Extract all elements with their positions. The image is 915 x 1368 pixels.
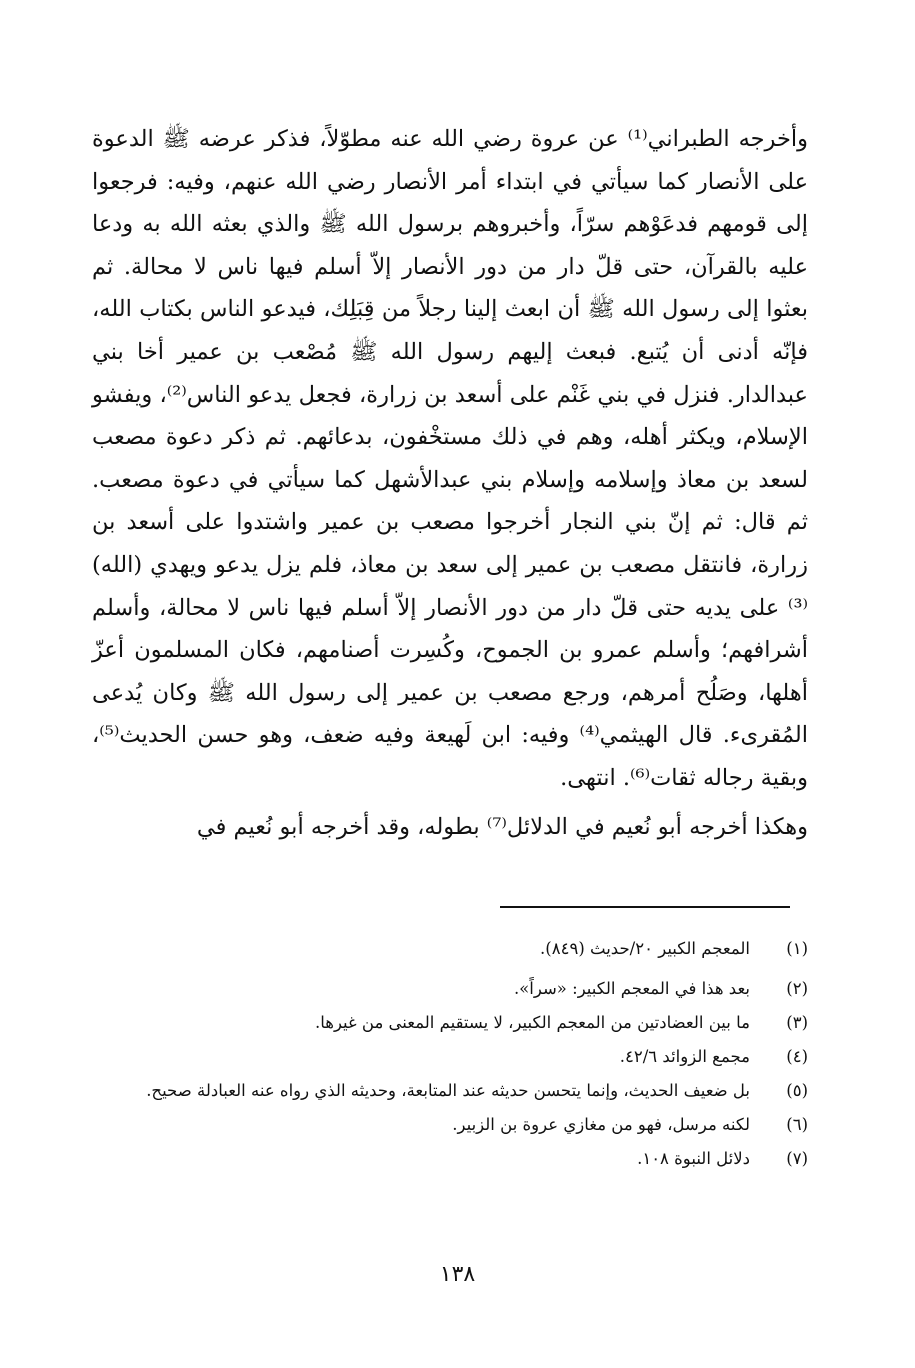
footnote-number: (٣) (786, 1013, 808, 1032)
footnote-number: (٢) (786, 979, 808, 998)
footnote-number: (٤) (786, 1047, 808, 1066)
footnote-number: (٥) (786, 1081, 808, 1100)
main-text (92, 118, 808, 848)
footnote-number: (١) (786, 939, 808, 958)
paragraph: وأخرجه الطبراني⁽¹⁾ عن عروة رضي الله عنه مطوّلاً، فذكر عرضه ﷺ الدعوة على الأنصار كما سيأتي في ابتداء أمر الأنصار رضي الله عنهم، وفيه: فرجعوا إلى قومهم فدعَوْهم سرّاً، وأخبروهم برسول الله ﷺ والذي بعثه الله به ودعا عليه بالقرآن، حتى قلّ دار من دور الأنصار إلاّ أسلم فيها ناس لا محالة. ثم بعثوا إلى رسول الله ﷺ أن ابعث إلينا رجلاً من قِبَلِك، فيدعو الناس بكتاب الله، فإنّه أدنى أن يُتبع. فبعث إليهم رسول الله ﷺ مُصْعب بن عمير أخا بني عبدالدار. فنزل في بني غَنْم على أسعد بن زرارة، فجعل يدعو الناس⁽²⁾، ويفشو الإسلام، ويكثر أهله، وهم في ذلك مستخْفون، بدعائهم. ثم ذكر دعوة مصعب لسعد بن معاذ وإسلامه وإسلام بني عبدالأشهل كما سيأتي في دعوة مصعب. ثم قال: ثم إنّ بني النجار أخرجوا مصعب بن عمير واشتدوا على أسعد بن زرارة، فانتقل مصعب بن عمير إلى سعد بن معاذ، فلم يزل يدعو ويهدي (الله)⁽³⁾ على يديه حتى قلّ دار من دور الأنصار إلاّ أسلم فيها ناس لا محالة، وأسلم أشرافهم؛ وأسلم عمرو بن الجموح، وكُسِرت أصنامهم، فكان المسلمون أعزّ أهلها، وصَلُح أمرهم، ورجع مصعب بن عمير إلى رسول الله ﷺ وكان يُدعى المُقرىء. قال الهيثمي⁽⁴⁾ وفيه: ابن لَهيعة وفيه ضعف، وهو حسن الحديث⁽⁵⁾، وبقية رجاله ثقات⁽⁶⁾. انتهى. (92, 126, 809, 791)
footnote-text: لكنه مرسل، فهو من مغازي عروة بن الزبير. (452, 1115, 750, 1134)
footnote-number: (٦) (786, 1115, 808, 1134)
footnotes (92, 935, 808, 1173)
paragraph: وهكذا أخرجه أبو نُعيم في الدلائل⁽⁷⁾ بطوله، وقد أخرجه أبو نُعيم في (196, 813, 808, 840)
footnote-text: المعجم الكبير ٢٠/حديث (٨٤٩). (540, 939, 750, 958)
footnote (92, 1077, 808, 1105)
footnote-number: (٧) (786, 1149, 808, 1168)
footnote-text: مجمع الزوائد ٤٢/٦. (619, 1047, 750, 1066)
footnote (92, 1009, 808, 1037)
footnote (92, 1111, 808, 1139)
footnote (92, 975, 808, 1003)
footnote (92, 1043, 808, 1071)
footnote-text: بعد هذا في المعجم الكبير: «سراً». (513, 979, 750, 998)
footnote-text: بل ضعيف الحديث، وإنما يتحسن حديثه عند المتابعة، وحديثه الذي رواه عنه العبادلة صحيح. (146, 1081, 750, 1100)
footnote (92, 1145, 808, 1173)
footnote-text: ما بين العضادتين من المعجم الكبير، لا يستقيم المعنى من غيرها. (314, 1013, 750, 1032)
footnote-divider (500, 906, 790, 908)
page-number: ١٣٨ (439, 1262, 476, 1287)
footnote-text: دلائل النبوة ١٠٨. (637, 1149, 750, 1168)
footnote (92, 935, 808, 963)
